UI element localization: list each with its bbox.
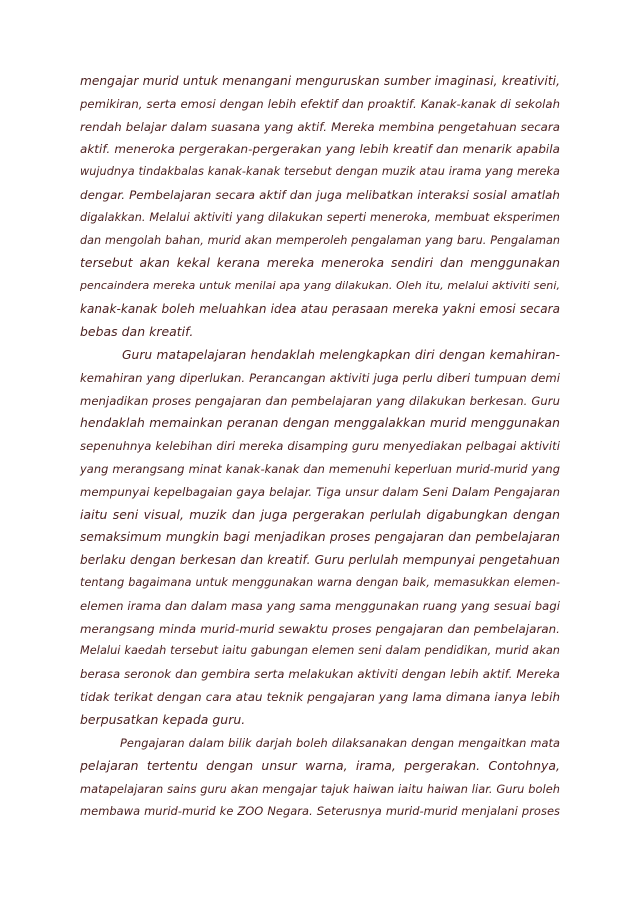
paragraph-2-line-13: merangsang minda murid-murid sewaktu proses pengajaran dan pembelajaran. <box>80 621 560 636</box>
paragraph-1-line-7: digalakkan. Melalui aktiviti yang dilakukan seperti meneroka, membuat eksperimen <box>80 210 560 224</box>
paragraph-2-line-16: tidak terikat dengan cara atau teknik pengajaran yang lama dimana ianya lebih <box>80 689 560 704</box>
paragraph-3-line-1: Pengajaran dalam bilik darjah boleh dilaksanakan dengan mengaitkan mata <box>120 736 560 750</box>
paragraph-1-line-6: dengar. Pembelajaran secara aktif dan juga melibatkan interaksi sosial amatlah <box>80 187 560 202</box>
paragraph-2-line-11: tentang bagaimana untuk menggunakan warna dengan baik, memasukkan elemen- <box>80 575 560 589</box>
paragraph-3-line-2: pelajaran tertentu dengan unsur warna, irama, pergerakan. Contohnya, <box>80 757 560 773</box>
paragraph-2-line-17: berpusatkan kepada guru. <box>80 711 246 727</box>
paragraph-2-line-12: elemen irama dan dalam masa yang sama menggunakan ruang yang sesuai bagi <box>80 598 560 613</box>
paragraph-2-line-10: berlaku dengan berkesan dan kreatif. Guru perlulah mempunyai pengetahuan <box>80 553 560 568</box>
paragraph-1-line-8: dan mengolah bahan, murid akan memperoleh pengalaman yang baru. Pengalaman <box>80 233 560 247</box>
paragraph-1 <box>80 70 560 344</box>
paragraph-2-line-9: semaksimum mungkin bagi menjadikan proses pengajaran dan pembelajaran <box>80 530 560 545</box>
paragraph-1-line-2: pemikiran, serta emosi dengan lebih efektif dan proaktif. Kanak-kanak di sekolah <box>80 96 560 111</box>
paragraph-2-line-4: hendaklah memainkan peranan dengan menggalakkan murid menggunakan <box>80 416 560 431</box>
paragraph-2-line-6: yang merangsang minat kanak-kanak dan memenuhi keperluan murid-murid yang <box>80 461 560 476</box>
paragraph-1-line-12: bebas dan kreatif. <box>80 323 194 339</box>
paragraph-1-line-1: mengajar murid untuk menangani menguruskan sumber imaginasi, kreativiti, <box>80 74 560 88</box>
paragraph-3-line-3: matapelajaran sains guru akan mengajar tajuk haiwan iaitu haiwan liar. Guru boleh <box>80 781 560 796</box>
paragraph-2-line-2: kemahiran yang diperlukan. Perancangan aktiviti juga perlu diberi tumpuan demi <box>80 370 560 385</box>
paragraph-2-line-15: berasa seronok dan gembira serta melakukan aktiviti dengan lebih aktif. Mereka <box>80 667 560 682</box>
paragraph-2-line-14: Melalui kaedah tersebut iaitu gabungan elemen seni dalam pendidikan, murid akan <box>80 644 560 658</box>
paragraph-2-line-3: menjadikan proses pengajaran dan pembelajaran yang dilakukan berkesan. Guru <box>80 393 560 408</box>
paragraph-3 <box>80 732 560 823</box>
paragraph-2-line-7: mempunyai kepelbagaian gaya belajar. Tiga unsur dalam Seni Dalam Pengajaran <box>80 484 560 499</box>
paragraph-1-line-11: kanak-kanak boleh meluahkan idea atau perasaan mereka yakni emosi secara <box>80 301 560 316</box>
paragraph-2 <box>80 344 560 732</box>
paragraph-3-line-4: membawa murid-murid ke ZOO Negara. Seterusnya murid-murid menjalani proses <box>80 804 560 819</box>
paragraph-2-line-1: Guru matapelajaran hendaklah melengkapkan diri dengan kemahiran- <box>122 348 560 362</box>
paragraph-1-line-3: rendah belajar dalam suasana yang aktif. Mereka membina pengetahuan secara <box>80 119 560 134</box>
paragraph-1-line-9: tersebut akan kekal kerana mereka meneroka sendiri dan menggunakan <box>80 255 560 271</box>
paragraph-1-line-5: wujudnya tindakbalas kanak-kanak tersebut dengan muzik atau irama yang mereka <box>80 165 560 179</box>
paragraph-1-line-4: aktif. meneroka pergerakan-pergerakan yang lebih kreatif dan menarik apabila <box>80 142 560 157</box>
paragraph-2-line-8: iaitu seni visual, muzik dan juga pergerakan perlulah digabungkan dengan <box>80 506 560 522</box>
paragraph-2-line-5: sepenuhnya kelebihan diri mereka disamping guru menyediakan pelbagai aktiviti <box>80 439 560 454</box>
paragraph-1-line-10: pencaindera mereka untuk menilai apa yang dilakukan. Oleh itu, melalui aktiviti seni, <box>80 279 560 293</box>
